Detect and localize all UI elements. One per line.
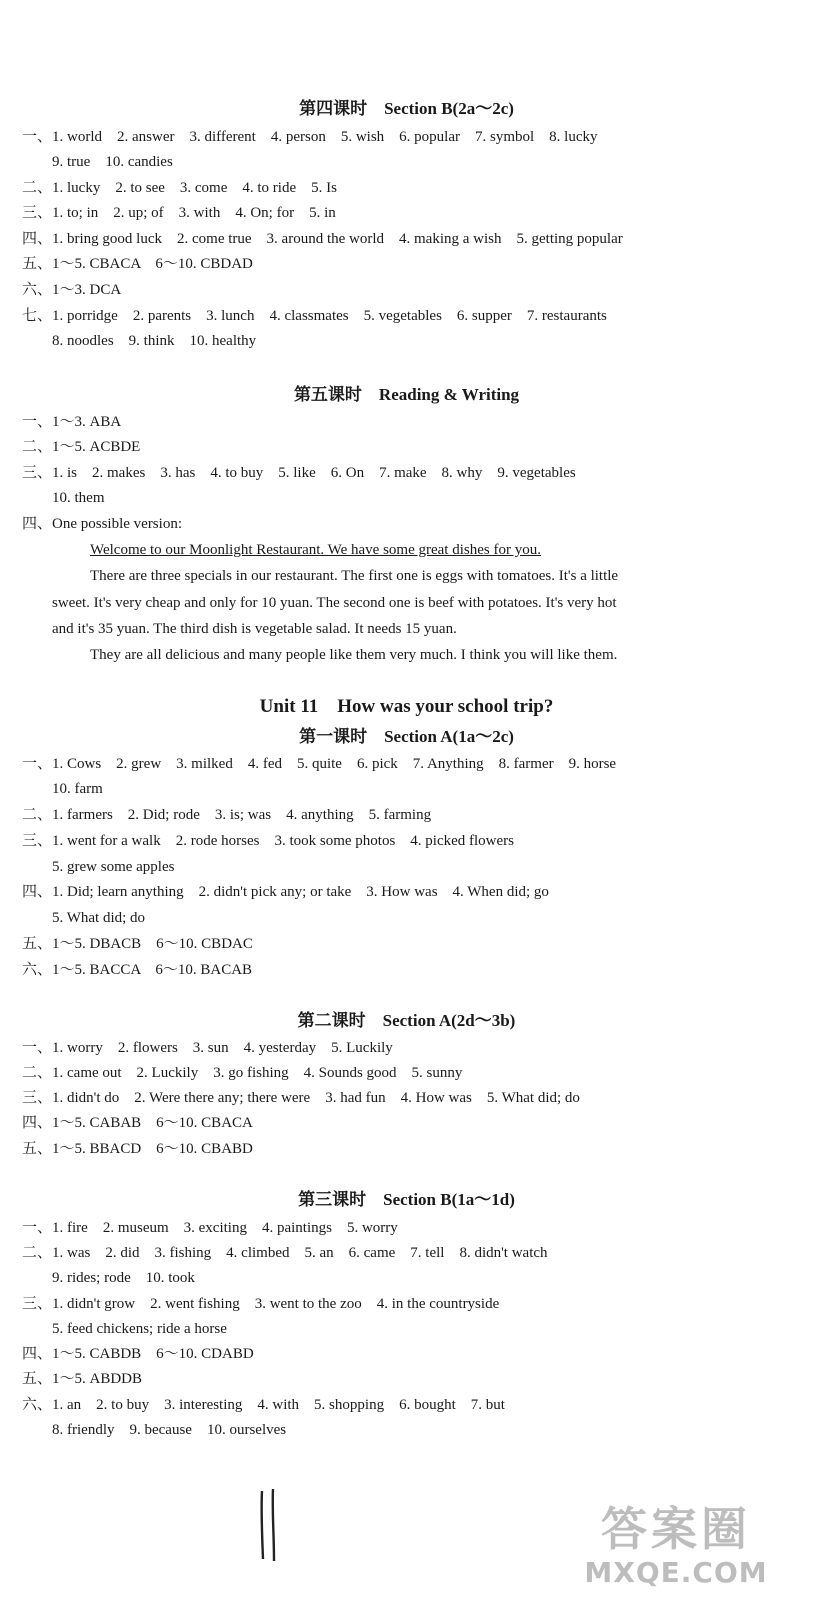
answer-line: 一、1. worry 2. flowers 3. sun 4. yesterday 5. Luckily (22, 1040, 393, 1056)
essay-line: There are three specials in our restaurant. The first one is eggs with tomatoes. It's a little (90, 568, 619, 584)
answer-line: 六、1～5. BACCA 6～10. BACAB (22, 962, 253, 978)
answer-line: 二、1. was 2. did 3. fishing 4. climbed 5. an 6. came 7. tell 8. didn't watch (22, 1245, 548, 1261)
answer-line: 七、1. porridge 2. parents 3. lunch 4. classmates 5. vegetables 6. supper 7. restaurants (22, 308, 607, 324)
page-number-mark (240, 1485, 300, 1565)
answer-line: 8. noodles 9. think 10. healthy (52, 333, 257, 349)
answer-line: 8. friendly 9. because 10. ourselves (52, 1422, 287, 1438)
answer-line: 三、1. didn't do 2. Were there any; there were 3. had fun 4. How was 5. What did; do (22, 1090, 580, 1106)
answer-line: 9. true 10. candies (52, 154, 173, 170)
answer-line: 三、1. didn't grow 2. went fishing 3. went to the zoo 4. in the countryside (22, 1296, 500, 1312)
essay-line: and it's 35 yuan. The third dish is vegetable salad. It needs 15 yuan. (52, 621, 457, 637)
answer-line: 三、1. is 2. makes 3. has 4. to buy 5. like 6. On 7. make 8. why 9. vegetables (22, 465, 576, 481)
answer-line: 一、1. world 2. answer 3. different 4. person 5. wish 6. popular 7. symbol 8. lucky (22, 129, 598, 145)
answer-line: 5. grew some apples (52, 859, 175, 875)
answer-line: 10. them (52, 490, 105, 506)
answer-line: 四、One possible version: (22, 516, 182, 532)
unit-title: Unit 11 How was your school trip? (259, 696, 554, 717)
answer-line: 三、1. to; in 2. up; of 3. with 4. On; for 5. in (22, 205, 336, 221)
answer-line: 五、1～5. CBACA 6～10. CBDAD (22, 256, 253, 272)
answer-line: 二、1～5. ACBDE (22, 439, 141, 455)
answer-line: 二、1. lucky 2. to see 3. come 4. to ride 5. Is (22, 180, 337, 196)
section-heading: 第四课时 Section B(2a～2c) (299, 99, 514, 118)
answer-line: 一、1. fire 2. museum 3. exciting 4. paintings 5. worry (22, 1220, 398, 1236)
answer-line: 三、1. went for a walk 2. rode horses 3. took some photos 4. picked flowers (22, 833, 514, 849)
answer-line: 四、1. Did; learn anything 2. didn't pick any; or take 3. How was 4. When did; go (22, 884, 549, 900)
answer-line: 5. feed chickens; ride a horse (52, 1321, 227, 1337)
section-heading: 第二课时 Section A(2d～3b) (297, 1011, 516, 1030)
answer-line: 六、1. an 2. to buy 3. interesting 4. with 5. shopping 6. bought 7. but (22, 1397, 505, 1413)
answer-line: 一、1～3. ABA (22, 414, 122, 430)
answer-line: 五、1～5. ABDDB (22, 1371, 143, 1387)
answer-line: 一、1. Cows 2. grew 3. milked 4. fed 5. quite 6. pick 7. Anything 8. farmer 9. horse (22, 756, 617, 772)
section-heading: 第三课时 Section B(1a～1d) (298, 1190, 515, 1209)
answer-line: 四、1～5. CABAB 6～10. CBACA (22, 1115, 253, 1131)
answer-line: 二、1. came out 2. Luckily 3. go fishing 4. Sounds good 5. sunny (22, 1065, 463, 1081)
section-heading: 第五课时 Reading & Writing (293, 385, 520, 404)
answer-line: 二、1. farmers 2. Did; rode 3. is; was 4. anything 5. farming (22, 807, 432, 823)
answer-line: 五、1～5. BBACD 6～10. CBABD (22, 1141, 253, 1157)
answer-line: 5. What did; do (52, 910, 146, 926)
answer-line: 四、1～5. CABDB 6～10. CDABD (22, 1346, 254, 1362)
essay-line: sweet. It's very cheap and only for 10 yuan. The second one is beef with potatoes. It's very hot (52, 595, 617, 611)
answer-line: 四、1. bring good luck 2. come true 3. around the world 4. making a wish 5. getting popular (22, 231, 623, 247)
answer-line: 五、1～5. DBACB 6～10. CBDAC (22, 936, 253, 952)
watermark-logo-text: 答案圈 (601, 1502, 751, 1556)
answer-line: 10. farm (52, 781, 103, 797)
watermark-logo (545, 1503, 807, 1593)
section-heading: 第一课时 Section A(1a～2c) (299, 727, 514, 746)
answer-line: 六、1～3. DCA (22, 282, 122, 298)
essay-title: Welcome to our Moonlight Restaurant. We have some great dishes for you. (90, 542, 541, 558)
watermark-url: MXQE.COM (584, 1556, 768, 1589)
answer-line: 9. rides; rode 10. took (52, 1270, 195, 1286)
essay-line: They are all delicious and many people like them very much. I think you will like them. (90, 647, 618, 663)
